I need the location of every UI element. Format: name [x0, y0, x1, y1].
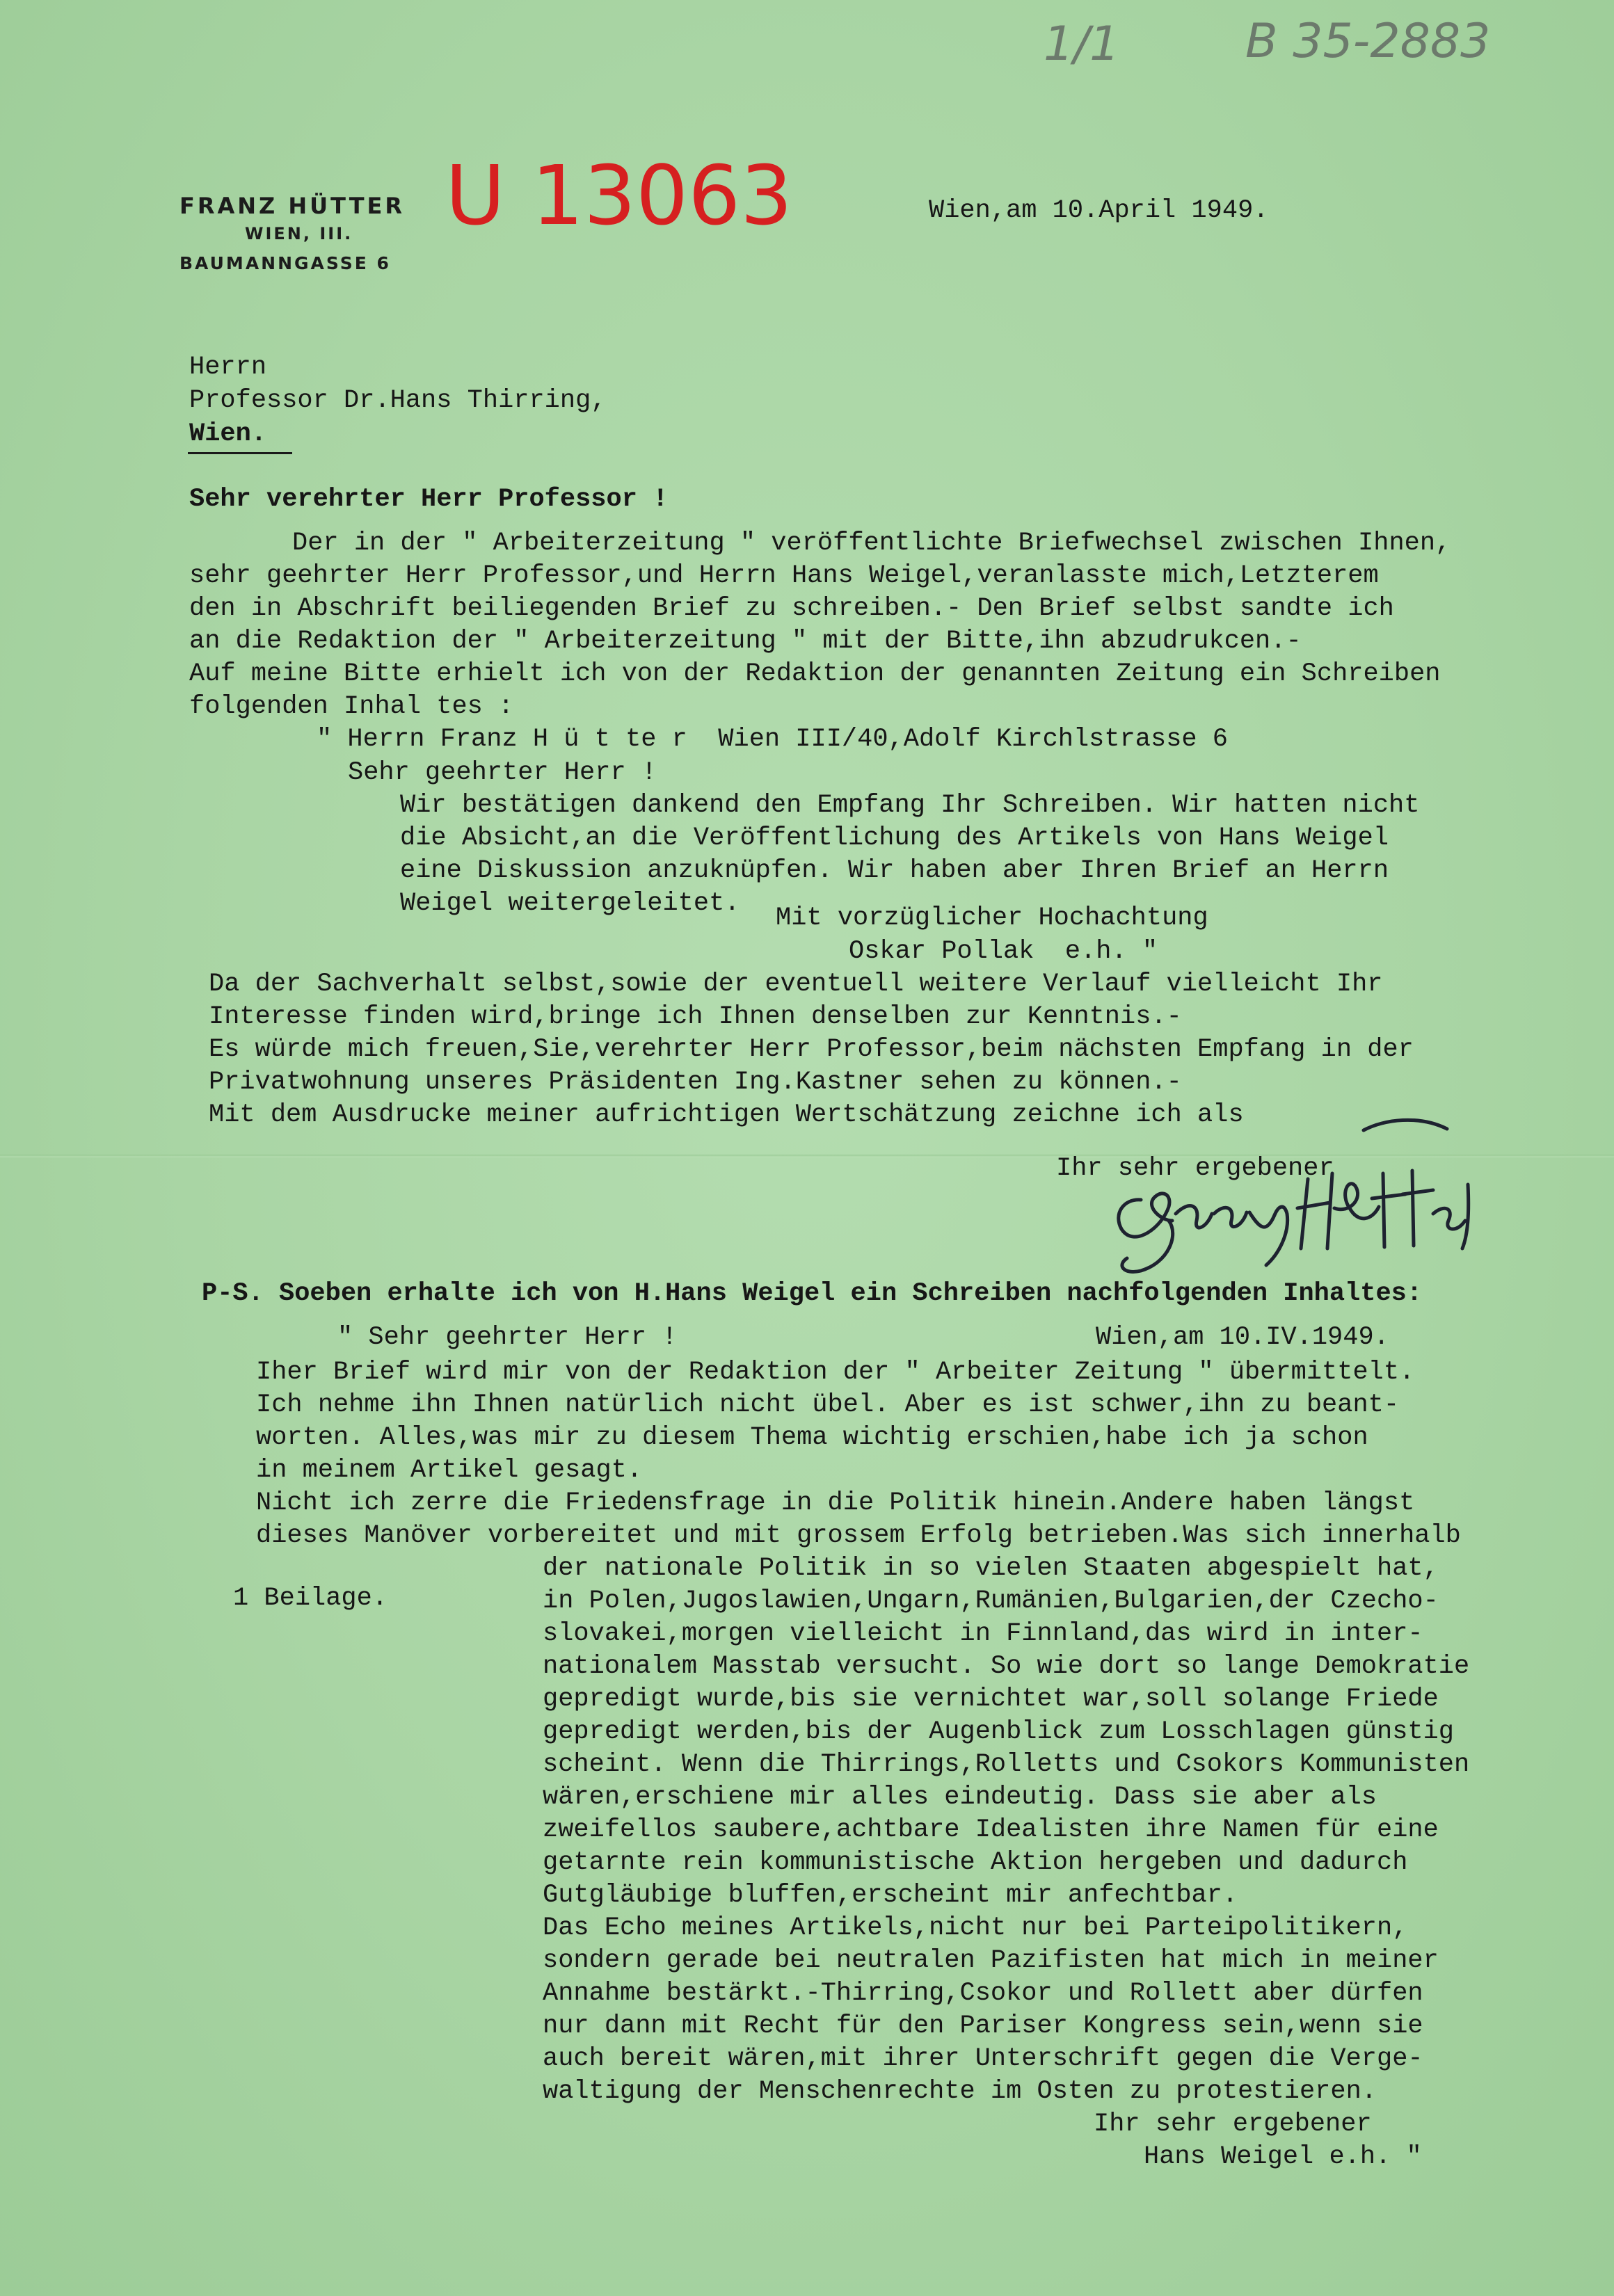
body2-line-2: Interesse finden wird,bringe ich Ihnen denselben zur Kenntnis.- — [209, 1002, 1182, 1031]
body2-line-1: Da der Sachverhalt selbst,sowie der eventuell weitere Verlauf vielleicht Ihr — [209, 970, 1383, 999]
handwritten-signature — [1057, 1116, 1489, 1276]
quote2-col-line-9: zweifellos saubere,achtbare Idealisten ihre Namen für eine — [543, 1815, 1439, 1845]
quote2-col-line-2: in Polen,Jugoslawien,Ungarn,Rumänien,Bulgarien,der Czecho- — [543, 1587, 1439, 1616]
quote2-col-line-13: sondern gerade bei neutralen Pazifisten hat mich in meiner — [543, 1946, 1439, 1975]
quote2-col-line-3: slovakei,morgen vielleicht in Finnland,das wird in inter- — [543, 1619, 1423, 1648]
quote1-line-2: die Absicht,an die Veröffentlichung des Artikels von Hans Weigel — [400, 824, 1389, 853]
closing: Ihr sehr ergebener — [1056, 1154, 1334, 1183]
quote2-col-line-10: getarnte rein kommunistische Aktion hergeben und dadurch — [543, 1848, 1408, 1877]
body2-line-5: Mit dem Ausdrucke meiner aufrichtigen Wertschätzung zeichne ich als — [209, 1100, 1244, 1130]
archive-reference-mark: B 35-2883 — [1245, 14, 1491, 69]
body-line-6: folgenden Inhal tes : — [189, 692, 514, 721]
recipient-line-2: Professor Dr.Hans Thirring, — [189, 386, 607, 415]
quote2-col-line-4: nationalem Masstab versucht. So wie dort so lange Demokratie — [543, 1652, 1470, 1681]
quote2-line-6: dieses Manöver vorbereitet und mit grossem Erfolg betrieben.Was sich innerhalb — [256, 1521, 1461, 1550]
quote1-line-1: Wir bestätigen dankend den Empfang Ihr Schreiben. Wir hatten nicht — [400, 791, 1420, 820]
quote2-line-3: worten. Alles,was mir zu diesem Thema wichtig erschien,habe ich ja schon — [256, 1423, 1368, 1452]
quote2-col-line-5: gepredigt wurde,bis sie vernichtet war,soll solange Friede — [543, 1685, 1439, 1714]
letterhead-street: BAUMANNGASSE 6 — [179, 253, 391, 273]
quote2-col-line-6: gepredigt werden,bis der Augenblick zum Losschlagen günstig — [543, 1717, 1455, 1747]
quote2-signature: Hans Weigel e.h. " — [1144, 2142, 1422, 2171]
archive-page-mark: 1/1 — [1044, 17, 1120, 72]
quote2-col-line-1: der nationale Politik in so vielen Staaten abgespielt hat, — [543, 1554, 1439, 1583]
quote2-col-line-14: Annahme bestärkt.-Thirring,Csokor und Rollett aber dürfen — [543, 1979, 1423, 2008]
quote2-col-line-12: Das Echo meines Artikels,nicht nur bei Parteipolitikern, — [543, 1913, 1408, 1943]
recipient-line-1: Herrn — [189, 353, 267, 382]
quote2-closing: Ihr sehr ergebener — [1094, 2110, 1372, 2139]
letter-date: Wien,am 10.April 1949. — [929, 196, 1269, 225]
quote1-salutation: Sehr geehrter Herr ! — [348, 758, 657, 787]
quote2-col-line-17: waltigung der Menschenrechte im Osten zu protestieren. — [543, 2077, 1377, 2106]
body-line-1: Der in der " Arbeiterzeitung " veröffentlichte Briefwechsel zwischen Ihnen, — [292, 529, 1451, 558]
letterhead-district: WIEN, III. — [245, 224, 353, 243]
quote2-col-line-8: wären,erschiene mir alles eindeutig. Dass sie aber als — [543, 1783, 1377, 1812]
recipient-underline — [188, 452, 292, 454]
quote2-col-line-11: Gutgläubige bluffen,erscheint mir anfechtbar. — [543, 1881, 1238, 1910]
attachment-note: 1 Beilage. — [233, 1584, 388, 1613]
quote1-closing: Mit vorzüglicher Hochachtung — [776, 904, 1208, 933]
quote2-salutation: " Sehr geehrter Herr ! — [337, 1323, 678, 1352]
quote2-date: Wien,am 10.IV.1949. — [1096, 1323, 1389, 1352]
body2-line-3: Es würde mich freuen,Sie,verehrter Herr Professor,beim nächsten Empfang in der — [209, 1035, 1414, 1064]
quote2-col-line-16: auch bereit wären,mit ihrer Unterschrift gegen die Verge- — [543, 2044, 1423, 2073]
body-line-3: den in Abschrift beiliegenden Brief zu schreiben.- Den Brief selbst sandte ich — [189, 594, 1394, 623]
quote1-signature: Oskar Pollak e.h. " — [849, 937, 1158, 966]
recipient-line-3: Wien. — [189, 419, 267, 449]
letterhead-name: FRANZ HÜTTER — [179, 193, 406, 219]
postscript-intro: P-S. Soeben erhalte ich von H.Hans Weigel ein Schreiben nachfolgenden Inhaltes: — [202, 1279, 1423, 1308]
quote1-line-3: eine Diskussion anzuknüpfen. Wir haben aber Ihren Brief an Herrn — [400, 856, 1389, 885]
body2-line-4: Privatwohnung unseres Präsidenten Ing.Kastner sehen zu können.- — [209, 1068, 1182, 1097]
red-archive-number: U 13063 — [445, 147, 793, 243]
salutation: Sehr verehrter Herr Professor ! — [189, 485, 669, 514]
body-line-4: an die Redaktion der " Arbeiterzeitung " mit der Bitte,ihn abzudrukcen.- — [189, 627, 1302, 656]
quote2-line-1: Iher Brief wird mir von der Redaktion der " Arbeiter Zeitung " übermittelt. — [256, 1358, 1415, 1387]
body-line-5: Auf meine Bitte erhielt ich von der Redaktion der genannten Zeitung ein Schreiben — [189, 659, 1441, 689]
body-line-2: sehr geehrter Herr Professor,und Herrn Hans Weigel,veranlasste mich,Letzterem — [189, 561, 1379, 591]
quote1-line-4: Weigel weitergeleitet. — [400, 889, 740, 918]
quote2-line-2: Ich nehme ihn Ihnen natürlich nicht übel. Aber es ist schwer,ihn zu beant- — [256, 1390, 1400, 1420]
quote2-col-line-15: nur dann mit Recht für den Pariser Kongress sein,wenn sie — [543, 2012, 1423, 2041]
quote2-line-4: in meinem Artikel gesagt. — [256, 1456, 643, 1485]
quote2-line-5: Nicht ich zerre die Friedensfrage in die Politik hinein.Andere haben längst — [256, 1488, 1415, 1518]
quote2-col-line-7: scheint. Wenn die Thirrings,Rolletts und Csokors Kommunisten — [543, 1750, 1470, 1779]
quote1-address: " Herrn Franz H ü t te r Wien III/40,Adolf Kirchlstrasse 6 — [317, 725, 1229, 754]
